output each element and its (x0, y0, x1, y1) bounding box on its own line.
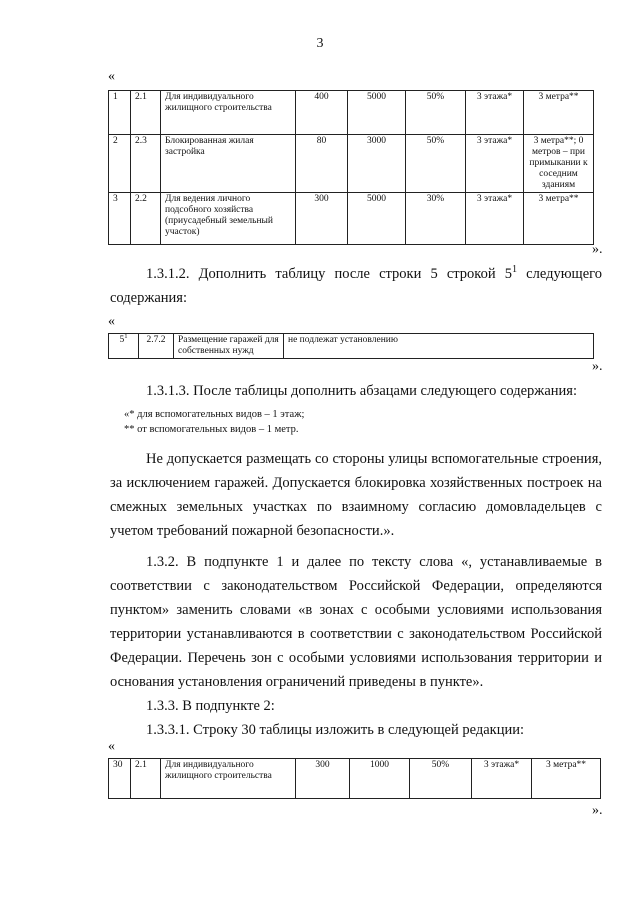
cell-name: Размещение гаражей для собственных нужд (174, 334, 284, 359)
open-quote: « (108, 739, 115, 754)
cell-n: 3 (109, 193, 131, 245)
cell-percent: 50% (410, 759, 472, 799)
open-quote: « (108, 314, 115, 329)
cell-n: 30 (109, 759, 131, 799)
cell-floors: 3 этажа* (472, 759, 532, 799)
paragraph-1-3-1-2: 1.3.1.2. Дополнить таблицу после строки 5 строкой $5^1$ следующего содержания: (110, 264, 602, 306)
cell-distance: 3 метра**; 0 метров – при примыкании к соседним зданиям (524, 135, 594, 193)
cell-max-area: 3000 (348, 135, 406, 193)
cell-min-area: 80 (296, 135, 348, 193)
table-row-30 (108, 758, 601, 799)
cell-code: 2.3 (131, 135, 161, 193)
cell-distance: 3 метра** (524, 91, 594, 135)
table-row (109, 193, 594, 245)
cell-floors: 3 этажа* (466, 193, 524, 245)
paragraph-1-3-3: 1.3.3. В подпункте 2: (146, 698, 275, 714)
table-zones (108, 90, 594, 245)
open-quote: « (108, 69, 115, 84)
paragraph-1-3-1-3: 1.3.1.3. После таблицы дополнить абзацами следующего содержания: (146, 383, 577, 399)
cell-name: Для ведения личного подсобного хозяйства (приусадебный земельный участок) (161, 193, 296, 245)
paragraph-1-3-3-1: 1.3.3.1. Строку 30 таблицы изложить в следующей редакции: (146, 722, 525, 738)
cell-min-area: 400 (296, 91, 348, 135)
cell-distance: 3 метра** (532, 759, 601, 799)
cell-code: 2.2 (131, 193, 161, 245)
note-1: «* для вспомогательных видов – 1 этаж; (124, 409, 305, 420)
cell-name: Для индивидуального жилищного строительства (161, 759, 296, 799)
cell-distance: 3 метра** (524, 193, 594, 245)
table-row (109, 91, 594, 135)
table-row (109, 759, 601, 799)
cell-min-area: 300 (296, 759, 350, 799)
cell-min-area: 300 (296, 193, 348, 245)
cell-n: 2 (109, 135, 131, 193)
page-number: 3 (316, 36, 324, 51)
cell-name: Для индивидуального жилищного строительства (161, 91, 296, 135)
cell-percent: 50% (406, 91, 466, 135)
cell-max-area: 1000 (350, 759, 410, 799)
cell-code: 2.1 (131, 759, 161, 799)
cell-percent: 30% (406, 193, 466, 245)
cell-max-area: 5000 (348, 91, 406, 135)
close-quote: ». (592, 242, 603, 257)
note-2: ** от вспомогательных видов – 1 метр. (124, 424, 299, 435)
table-row (109, 135, 594, 193)
cell-max-area: 5000 (348, 193, 406, 245)
close-quote: ». (592, 803, 603, 818)
cell-code: 2.7.2 (139, 334, 174, 359)
cell-n: $5^1$ (109, 334, 139, 359)
cell-name: Блокированная жилая застройка (161, 135, 296, 193)
paragraph-no-placement: Не допускается размещать со стороны улицы вспомогательные строения, за исключением гаражей. Допускается блокировка хозяйственных построек на смежных земельных участках по взаимному согласию домовладельцев с учетом требований пожарной безопасности.». (110, 451, 602, 539)
close-quote: ». (592, 359, 603, 374)
paragraph-1-3-2: 1.3.2. В подпункте 1 и далее по тексту слова «, устанавливаемые в соответствии с законодательством Российской Федерации, определяются пунктом» заменить словами «в зонах с особыми условиями использования территории устанавливаются в соответствии с законодательством Российской Федерации. Перечень зон с особыми условиями использования территории и основания установления ограничений приведены в пункте». (110, 554, 602, 690)
cell-floors: 3 этажа* (466, 91, 524, 135)
cell-floors: 3 этажа* (466, 135, 524, 193)
cell-code: 2.1 (131, 91, 161, 135)
table-garages (108, 333, 594, 359)
table-row (109, 334, 594, 359)
cell-percent: 50% (406, 135, 466, 193)
cell-value: не подлежат установлению (284, 334, 594, 359)
cell-n: 1 (109, 91, 131, 135)
